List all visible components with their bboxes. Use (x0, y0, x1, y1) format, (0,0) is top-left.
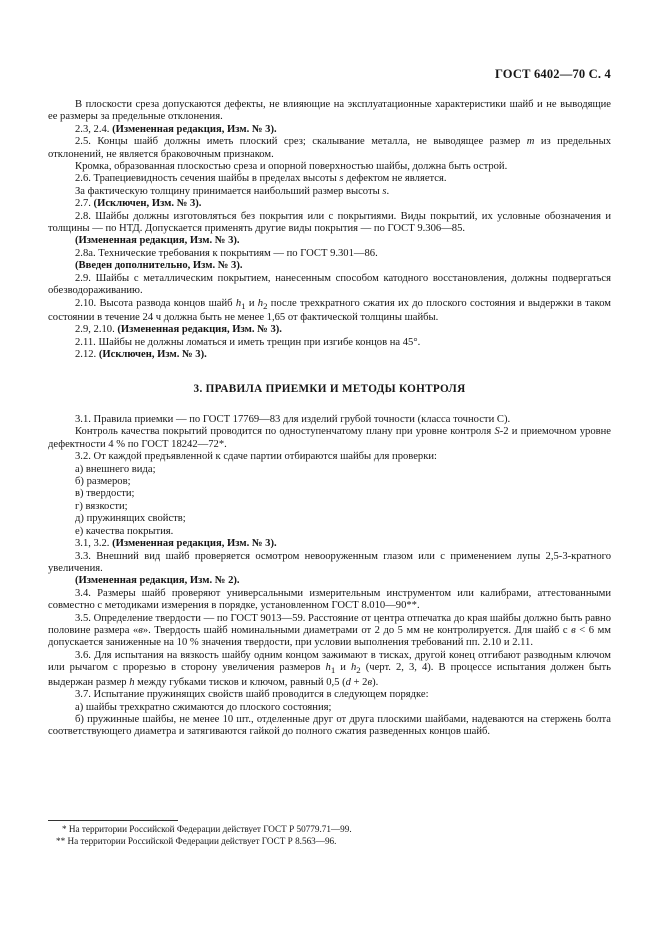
paragraph: 3.3. Внешний вид шайб проверяется осмотром невооруженным глазом или с применением лупы 2,5-3-кратного увеличения. (48, 550, 611, 574)
paragraph: 2.8. Шайбы должны изготовляться без покрытия или с покрытиями. Виды покрытий, их условные обозначения и толщины — по НТД. Допускается применять другие виды покрытия — по ГОСТ 9.306—85. (48, 210, 611, 235)
paragraph: (Измененная редакция, Изм. № 2). (75, 575, 240, 587)
paragraph: 3.1. Правила приемки — по ГОСТ 17769—83 для изделий грубой точности (класса точности С). (75, 414, 511, 426)
paragraph: г) вязкости; (75, 500, 128, 512)
paragraph: Кромка, образованная плоскостью среза и опорной поверхностью шайбы, должна быть острой. (75, 161, 508, 173)
paragraph: В плоскости среза допускаются дефекты, не влияющие на эксплуатационные характеристики шайб и не выводящие ее размеры за предельные отклонения. (48, 99, 611, 123)
paragraph: б) размеров; (75, 476, 131, 488)
paragraph: 2.7. (Исключен, Изм. № 3). (75, 198, 202, 210)
page-header: ГОСТ 6402—70 С. 4 (494, 67, 611, 81)
paragraph: 3.4. Размеры шайб проверяют универсальными измерительным инструментом или калибрами, аттестованными совместно с методиками измерения в порядке, установленном ГОСТ 8.010—90**. (48, 587, 611, 612)
paragraph: 2.8а. Технические требования к покрытиям — по ГОСТ 9.301—86. (75, 247, 378, 259)
paragraph: 3.7. Испытание пружинящих свойств шайб проводится в следующем порядке: (75, 689, 429, 701)
footnotes (48, 824, 611, 847)
paragraph: 3.2. От каждой предъявленной к сдаче партии отбираются шайбы для проверки: (75, 451, 437, 463)
paragraph: 3.6. Для испытания на вязкость шайбу одним концом зажимают в тисках, другой конец отгибают разводным ключом или рычагом с прорезью в сторону увеличения размеров $h_1$ и $h_2$ (черт. 2, 3, 4). В процессе испытания должен быть выдержан размер h между губками тисков и ключом, равный 0,5 (d + 2в). (48, 649, 611, 688)
paragraph: (Измененная редакция, Изм. № 3). (75, 235, 240, 247)
footnote: * На территории Российской Федерации действует ГОСТ Р 50779.71—99. (62, 824, 352, 834)
paragraph: в) твердости; (75, 488, 135, 500)
paragraph: б) пружинные шайбы, не менее 10 шт., отделенные друг от друга плоскими шайбами, надеваются на стержень болта соответствующего диаметра и затягиваются гайкой до полного сжатия разведенных концов шайб. (48, 713, 611, 738)
section-heading: 3. ПРАВИЛА ПРИЕМКИ И МЕТОДЫ КОНТРОЛЯ (193, 382, 466, 395)
paragraph: а) внешнего вида; (75, 463, 156, 475)
footnote: ** На территории Российской Федерации действует ГОСТ Р 8.563—96. (56, 835, 337, 846)
paragraph: (Введен дополнительно, Изм. № 3). (75, 260, 243, 272)
paragraph: 2.11. Шайбы не должны ломаться и иметь трещин при изгибе концов на 45°. (75, 336, 421, 348)
paragraph: 3.5. Определение твердости — по ГОСТ 9013—59. Расстояние от центра отпечатка до края шайбы должно быть равно половине размера «в». Твердость шайб номинальными диаметрами от 2 до 5 мм не контролируется. Для шайб с в < 6 мм допускается заниженные на 10 % значения твердости, при условии выполнения требований пп. 2.10 и 2.11. (48, 612, 611, 649)
paragraph: е) качества покрытия. (75, 525, 174, 537)
paragraph: За фактическую толщину принимается наибольший размер высоты s. (75, 185, 390, 197)
paragraph: д) пружинящих свойств; (75, 513, 186, 525)
paragraph: 2.9, 2.10. (Измененная редакция, Изм. № 3). (75, 324, 282, 336)
paragraph: 2.10. Высота развода концов шайб $h_1$ и $h_2$ после трехкратного сжатия их до плоского состояния и выдержки в таком состоянии в течение 24 ч должна быть не менее 1,65 от фактической толщины шайбы. (48, 297, 611, 324)
paragraph: Контроль качества покрытий проводится по одноступенчатому плану при уровне контроля S-2 и приемочном уровне дефектности 4 % по ГОСТ 18242—72*. (48, 426, 611, 450)
paragraph: 2.12. (Исключен, Изм. № 3). (75, 349, 207, 361)
footnote-divider (48, 820, 178, 821)
document-body (48, 99, 611, 739)
paragraph: 2.6. Трапециевидность сечения шайбы в пределах высоты s дефектом не является. (75, 173, 447, 185)
paragraph: 2.5. Концы шайб должны иметь плоский срез; скалывание металла, не выводящее размер m из предельных отклонений, не является браковочным признаком. (48, 136, 611, 160)
paragraph: 3.1, 3.2. (Измененная редакция, Изм. № 3). (75, 538, 277, 550)
paragraph: 2.9. Шайбы с металлическим покрытием, нанесенным способом катодного восстановления, должны подвергаться обезводораживанию. (48, 272, 611, 297)
paragraph: 2.3, 2.4. (Измененная редакция, Изм. № 3). (75, 123, 277, 135)
paragraph: а) шайбы трехкратно сжимаются до плоского состояния; (75, 701, 332, 713)
